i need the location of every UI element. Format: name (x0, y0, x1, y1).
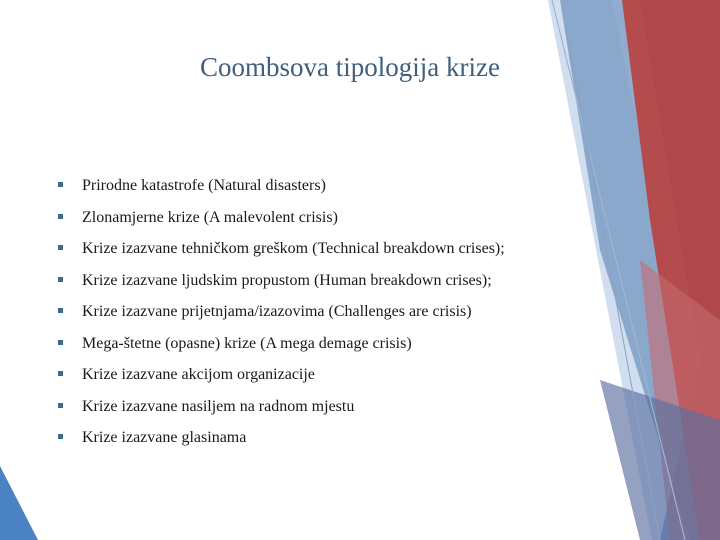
list-item (58, 359, 505, 391)
bullet-text: Krize izazvane tehničkom greškom (Technical breakdown crises); (82, 240, 505, 257)
bullet-square-icon (58, 371, 63, 376)
bullet-text: Krize izazvane akcijom organizacije (82, 366, 315, 383)
list-item (58, 202, 505, 234)
decor-left-triangle (0, 466, 38, 540)
bullet-square-icon (58, 277, 63, 282)
bullet-text: Krize izazvane prijetnjama/izazovima (Challenges are crisis) (82, 303, 472, 320)
bullet-square-icon (58, 245, 63, 250)
list-item (58, 233, 505, 265)
bullet-square-icon (58, 182, 63, 187)
bullet-text: Krize izazvane ljudskim propustom (Human breakdown crises); (82, 271, 492, 289)
list-item (58, 296, 505, 328)
bullet-square-icon (58, 308, 63, 313)
bullet-text: Mega-štetne (opasne) krize (A mega demage crisis) (82, 334, 412, 352)
bullet-square-icon (58, 214, 63, 219)
bullet-text: Zlonamjerne krize (A malevolent crisis) (82, 208, 338, 226)
list-item (58, 391, 505, 423)
list-item (58, 265, 505, 297)
slide-title: Coombsova tipologija krize (200, 52, 500, 82)
list-item (58, 170, 505, 202)
list-item (58, 328, 505, 360)
bullet-text: Prirodne katastrofe (Natural disasters) (82, 177, 326, 194)
bullet-text: Krize izazvane glasinama (82, 429, 247, 446)
bullet-square-icon (58, 340, 63, 345)
bullet-list (58, 170, 505, 454)
list-item (58, 422, 505, 454)
bullet-square-icon (58, 403, 63, 408)
bullet-text: Krize izazvane nasiljem na radnom mjestu (82, 397, 355, 415)
bullet-square-icon (58, 434, 63, 439)
